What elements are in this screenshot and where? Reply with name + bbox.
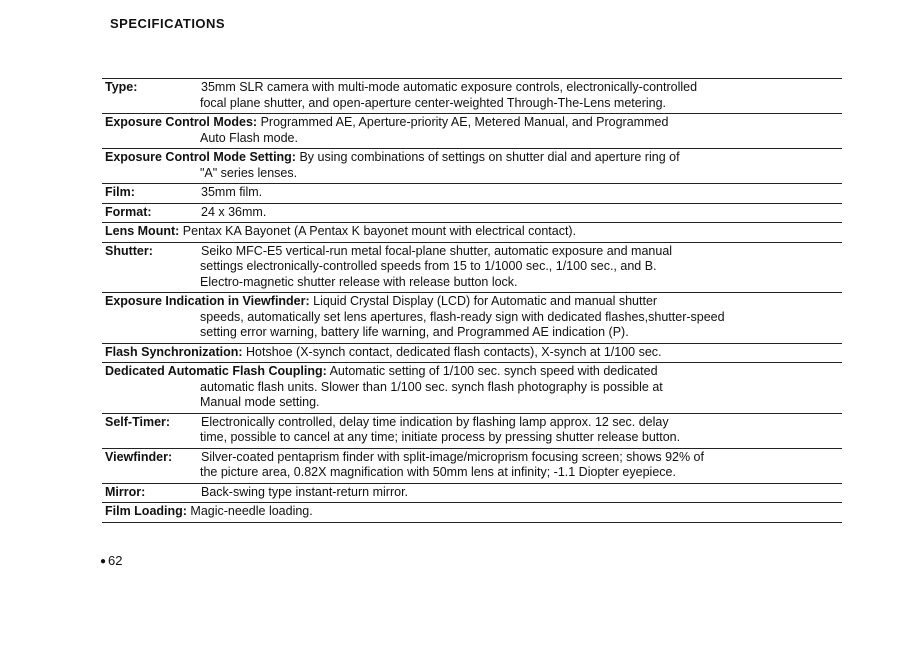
- spec-row-flash-sync: [102, 343, 842, 363]
- spec-label: Viewfinder:: [105, 449, 173, 464]
- spec-value-continued: Electro-magnetic shutter release with release button lock.: [200, 274, 518, 289]
- spec-label: Film Loading:: [105, 504, 187, 518]
- spec-row-mode-setting: [102, 148, 842, 183]
- spec-label: Self-Timer:: [105, 414, 171, 429]
- spec-value: Liquid Crystal Display (LCD) for Automatic and manual shutter: [313, 294, 658, 308]
- page-heading: SPECIFICATIONS: [110, 16, 226, 31]
- spec-value-continued: speeds, automatically set lens apertures, flash-ready sign with dedicated flashes,shutter-speed: [200, 309, 725, 324]
- spec-row-flash-coupling: [102, 362, 842, 413]
- spec-row-type: [102, 78, 842, 113]
- spec-row-exposure-modes: [102, 113, 842, 148]
- spec-row-viewfinder: [102, 448, 842, 483]
- spec-row-self-timer: [102, 413, 842, 448]
- spec-value: Back-swing type instant-return mirror.: [201, 484, 409, 499]
- spec-row-format: [102, 203, 842, 223]
- spec-value-continued: the picture area, 0.82X magnification with 50mm lens at infinity; -1.1 Diopter eyepiece.: [200, 465, 676, 479]
- spec-row-film: [102, 183, 842, 203]
- bullet-icon: ●: [100, 556, 107, 567]
- spec-label: Type:: [105, 80, 138, 94]
- spec-label: Flash Synchronization:: [105, 344, 243, 359]
- spec-value: By using combinations of settings on shutter dial and aperture ring of: [299, 150, 680, 164]
- spec-value: Silver-coated pentaprism finder with split-image/microprism focusing screen; shows 92% of: [201, 449, 704, 464]
- spec-value-continued: settings electronically-controlled speeds from 15 to 1/1000 sec., 1/100 sec., and B.: [200, 259, 657, 273]
- spec-value-continued: focal plane shutter, and open-aperture center-weighted Through-The-Lens metering.: [200, 95, 667, 110]
- spec-table: [102, 78, 842, 523]
- page-number: [100, 553, 123, 568]
- spec-label: Shutter:: [105, 243, 153, 258]
- spec-label: Mirror:: [105, 484, 146, 499]
- spec-value: Automatic setting of 1/100 sec. synch speed with dedicated: [329, 364, 658, 378]
- spec-label: Dedicated Automatic Flash Coupling:: [105, 364, 327, 378]
- spec-value: 24 x 36mm.: [201, 204, 267, 219]
- spec-row-film-loading: [102, 502, 842, 523]
- spec-label: Exposure Indication in Viewfinder:: [105, 294, 310, 308]
- spec-value: 35mm SLR camera with multi-mode automatic exposure controls, electronically-controlled: [201, 80, 698, 94]
- spec-row-viewfinder-indication: [102, 292, 842, 343]
- page-number-text: 62: [108, 553, 123, 568]
- spec-value: Seiko MFC-E5 vertical-run metal focal-plane shutter, automatic exposure and manual: [201, 243, 673, 258]
- spec-value-continued: Auto Flash mode.: [200, 130, 298, 145]
- spec-value: Magic-needle loading.: [190, 504, 313, 518]
- spec-value: Hotshoe (X-synch contact, dedicated flash contacts), X-synch at 1/100 sec.: [246, 344, 662, 359]
- spec-label: Format:: [105, 204, 152, 219]
- spec-label: Film:: [105, 185, 135, 199]
- spec-value: Pentax KA Bayonet (A Pentax K bayonet mount with electrical contact).: [182, 224, 577, 238]
- spec-row-lens-mount: [102, 222, 842, 242]
- spec-row-shutter: [102, 242, 842, 293]
- spec-value: 35mm film.: [201, 185, 263, 199]
- spec-value-continued: time, possible to cancel at any time; initiate process by pressing shutter release button.: [200, 430, 681, 444]
- spec-value: Programmed AE, Aperture-priority AE, Metered Manual, and Programmed: [260, 115, 669, 129]
- spec-value-continued: setting error warning, battery life warning, and Programmed AE indication (P).: [200, 325, 629, 339]
- spec-label: Exposure Control Modes:: [105, 115, 258, 129]
- spec-value: Electronically controlled, delay time indication by flashing lamp approx. 12 sec. delay: [201, 414, 669, 429]
- spec-label: Exposure Control Mode Setting:: [105, 150, 296, 164]
- spec-value-continued: "A" series lenses.: [200, 165, 298, 180]
- spec-row-mirror: [102, 483, 842, 503]
- spec-label: Lens Mount:: [105, 224, 180, 238]
- spec-value-continued: automatic flash units. Slower than 1/100 sec. synch flash photography is possible at: [200, 379, 663, 394]
- spec-value-continued: Manual mode setting.: [200, 395, 320, 409]
